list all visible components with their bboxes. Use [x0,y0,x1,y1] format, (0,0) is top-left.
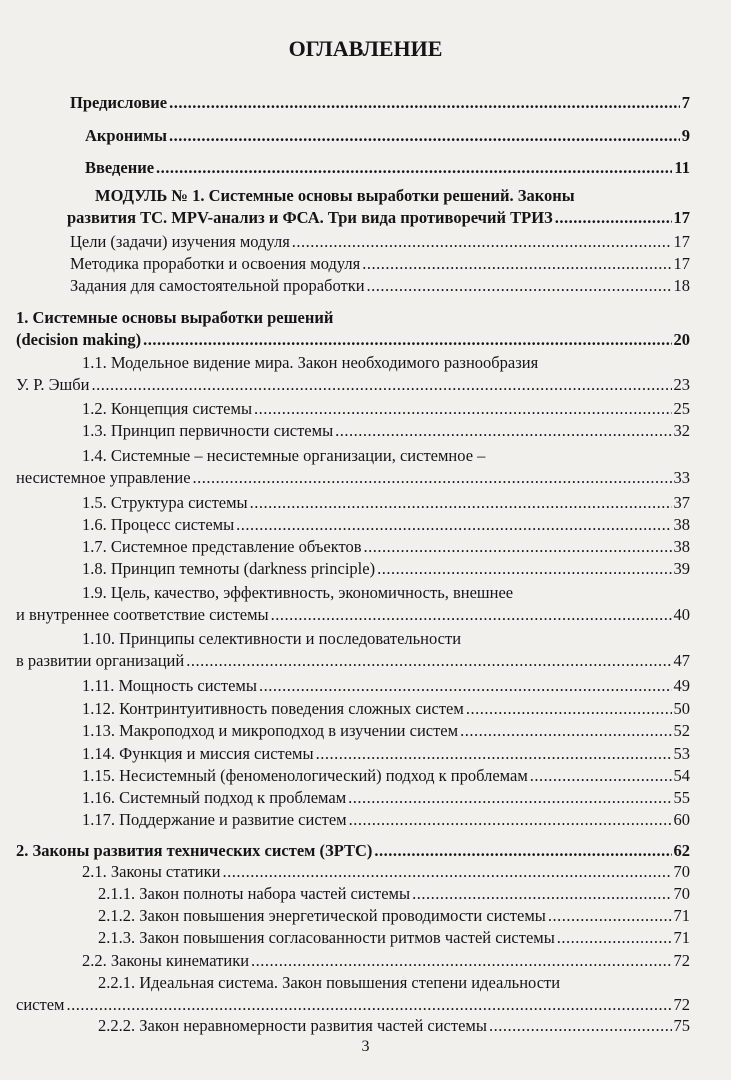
toc-entry-page: 9 [681,126,690,145]
dot-leader [367,275,672,297]
dot-leader [412,883,671,905]
toc-entry-title: 1.15. Несистемный (феноменологический) подход к проблемам [82,766,528,785]
dot-leader [460,720,671,742]
toc-entry-title: и внутреннее соответствие системы [16,605,269,624]
toc-entry-page: 71 [673,906,690,925]
toc-entry-title: 1.11. Мощность системы [82,676,257,695]
toc-entry-page: 71 [673,928,690,947]
toc-entry-page: 72 [673,995,690,1014]
dot-leader [335,420,671,442]
toc-entry-title: Введение [85,158,155,177]
dot-leader [156,157,672,179]
dot-leader [236,514,671,536]
dot-leader [557,927,672,949]
dot-leader [489,1015,672,1037]
dot-leader [548,905,672,927]
toc-entry-page: 52 [673,721,690,740]
toc-entry-title-line: 1.1. Модельное видение мира. Закон необходимого разнообразия [82,353,539,372]
toc-entry-title: 1.8. Принцип темноты (darkness principle) [82,559,376,578]
toc-entry-page: 53 [673,744,690,763]
toc-entry-page: 17 [673,208,690,227]
dot-leader [222,861,671,883]
toc-entry-page: 25 [673,399,690,418]
toc-entry-title-line: МОДУЛЬ № 1. Системные основы выработки решений. Законы [95,186,575,205]
toc-entry-title: У. Р. Эшби [16,375,90,394]
page-number: 3 [361,1038,370,1055]
dot-leader [364,536,672,558]
toc-entry-page: 54 [673,766,690,785]
toc-entry-page: 55 [673,788,690,807]
toc-entry-title: в развитии организаций [16,651,185,670]
toc-entry-page: 23 [673,375,690,394]
toc-entry-title: 2.1.1. Закон полноты набора частей системы [98,884,411,903]
dot-leader [91,374,671,396]
dot-leader [251,950,671,972]
toc-entry-title: Предисловие [70,93,168,112]
toc-entry-title: 2.1. Законы статики [82,862,221,881]
toc-entry-page: 60 [673,810,690,829]
toc-entry-page: 47 [673,651,690,670]
toc-entry-page: 37 [673,493,690,512]
toc-entry-page: 75 [673,1016,690,1035]
dot-leader [349,809,672,831]
toc-entry-title: развития ТС. MPV-анализ и ФСА. Три вида противоречий ТРИЗ [67,208,553,227]
toc-entry-page: 72 [673,951,690,970]
dot-leader [250,492,672,514]
toc-entry-title: 1.2. Концепция системы [82,399,253,418]
toc-entry-title: Акронимы [85,126,167,145]
toc-entry-page: 11 [674,158,690,177]
toc-entry-page: 33 [673,468,690,487]
toc-entry-title: 2.2. Законы кинематики [82,951,250,970]
dot-leader [186,650,671,672]
toc-entry-title-line: 1.10. Принципы селективности и последовательности [82,629,462,648]
dot-leader [66,994,671,1016]
dot-leader [259,675,672,697]
dot-leader [555,207,672,229]
dot-leader [374,840,671,862]
toc-entry-page: 70 [673,884,690,903]
toc-entry-title: (decision making) [16,330,142,349]
dot-leader [143,329,671,351]
toc-entry-title: 1.12. Контринтуитивность поведения сложных систем [82,699,464,718]
toc-entry-page: 20 [673,330,690,349]
toc-entry-page: 40 [673,605,690,624]
dot-leader [530,765,672,787]
toc-entry-page: 17 [673,254,690,273]
toc-entry-title: систем [16,995,65,1014]
dot-leader [316,743,672,765]
toc-entry-title-line: 1.9. Цель, качество, эффективность, экономичность, внешнее [82,583,514,602]
toc-entry-title: 1.14. Функция и миссия системы [82,744,314,763]
toc-entry-title: 1.7. Системное представление объектов [82,537,362,556]
toc-entry-page: 7 [681,93,690,112]
toc-entry-title: 2.2.2. Закон неравномерности развития частей системы [98,1016,487,1035]
toc-entry-title: Методика проработки и освоения модуля [70,254,361,273]
toc-entry-title: 1.5. Структура системы [82,493,248,512]
toc-entry-page: 18 [673,276,690,295]
dot-leader [254,398,671,420]
toc-entry-title: 2.1.3. Закон повышения согласованности ритмов частей системы [98,928,555,947]
dot-leader [362,253,671,275]
toc-entry-title: Цели (задачи) изучения модуля [70,232,290,251]
toc-entry-page: 17 [673,232,690,251]
toc-entry-title-line: 2.2.1. Идеальная система. Закон повышения степени идеальности [98,973,561,992]
toc-entry-page: 38 [673,537,690,556]
dot-leader [193,467,672,489]
toc-entry-title: 1.13. Макроподход и микроподход в изучении систем [82,721,459,740]
dot-leader [169,125,680,147]
toc-entry-title-line: 1.4. Системные – несистемные организации, системное – [82,446,486,465]
toc-entry-page: 50 [673,699,690,718]
toc-entry-page: 49 [673,676,690,695]
dot-leader [169,92,680,114]
toc-entry-title: 2.1.2. Закон повышения энергетической проводимости системы [98,906,546,925]
toc-entry-title: 1.6. Процесс системы [82,515,235,534]
dot-leader [377,558,671,580]
toc-entry-title: Задания для самостоятельной проработки [70,276,365,295]
dot-leader [292,231,672,253]
toc-entry-page: 39 [673,559,690,578]
toc-entry-page: 38 [673,515,690,534]
page-title: ОГЛАВЛЕНИЕ [288,36,443,61]
toc-entry-page: 32 [673,421,690,440]
toc-entry-title: 1.17. Поддержание и развитие систем [82,810,347,829]
dot-leader [348,787,671,809]
dot-leader [466,698,672,720]
toc-entry-title: несистемное управление [16,468,191,487]
toc-entry-title: 2. Законы развития технических систем (ЗРТС) [16,841,373,860]
toc-entry-title-line: 1. Системные основы выработки решений [16,308,334,327]
toc-entry-page: 70 [673,862,690,881]
dot-leader [271,604,672,626]
toc-entry-title: 1.16. Системный подход к проблемам [82,788,347,807]
toc-entry-page: 62 [673,841,690,860]
toc-entry-title: 1.3. Принцип первичности системы [82,421,334,440]
